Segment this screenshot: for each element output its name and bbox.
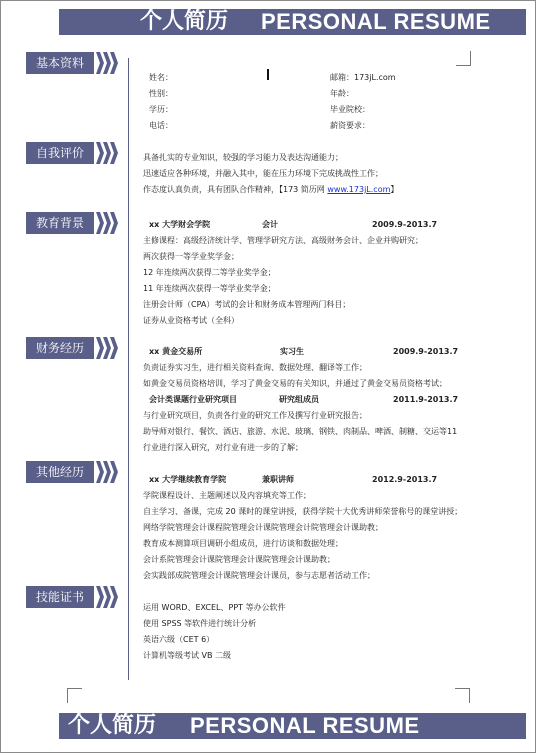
other-period: 2012.9-2013.7 xyxy=(372,475,438,484)
finance-period: 2011.9-2013.7 xyxy=(393,395,459,404)
self-eval-line xyxy=(143,184,398,196)
finance-line: 与行业研究项目，负责各行业的研究工作及撰写行业研究报告； xyxy=(143,411,367,420)
edu-school: xx 大学财会学院 xyxy=(149,220,211,229)
footer-title-en: PERSONAL RESUME xyxy=(190,713,420,738)
section-label: 技能证书 xyxy=(26,586,94,608)
skill-line: 英语六级（CET 6） xyxy=(143,635,215,644)
self-eval-line: 具备扎实的专业知识，较强的学习能力及表达沟通能力； xyxy=(143,153,343,162)
edu-period: 2009.9-2013.7 xyxy=(372,220,438,229)
other-line: 会计系院管理会计课院管理会计课院管理会计课助教； xyxy=(143,555,335,564)
finance-line: 如黄金交易员资格培训，学习了黄金交易的有关知识，并通过了黄金交易员资格考试； xyxy=(143,379,447,388)
chevron-arrows-icon xyxy=(96,337,117,359)
finance-role: 实习生 xyxy=(280,347,304,356)
finance-line: 负责证券实习生，进行相关资料查询、数据处理、翻译等工作； xyxy=(143,363,367,372)
skill-line: 使用 SPSS 等软件进行统计分析 xyxy=(143,619,257,628)
gender-field: 性别： xyxy=(149,89,173,98)
skill-line: 运用 WORD、EXCEL、PPT 等办公软件 xyxy=(143,603,286,612)
header-banner xyxy=(59,9,526,35)
edu-line: 12 年连续两次获得二等学业奖学金； xyxy=(143,268,276,277)
corner-mark xyxy=(456,51,471,66)
section-label: 教育背景 xyxy=(26,212,94,234)
education-field: 学历： xyxy=(149,105,173,114)
finance-line: 行业进行深入研究，对行业有进一步的了解； xyxy=(143,443,303,452)
edu-major: 会计 xyxy=(262,220,278,229)
bracket-text: 】 xyxy=(390,185,399,194)
corner-mark xyxy=(67,688,82,703)
finance-role: 研究组成员 xyxy=(279,395,319,404)
header-title-en: PERSONAL RESUME xyxy=(261,9,491,34)
other-line: 会实践部成院管理会计课院管理会计课员，参与志愿者活动工作； xyxy=(143,571,375,580)
finance-org: xx 黄金交易所 xyxy=(149,347,203,356)
edu-line: 注册会计师（CPA）考试的会计和财务成本管理两门科目； xyxy=(143,300,351,309)
text-cursor xyxy=(267,69,269,80)
other-line: 自主学习、备课，完成 20 课时的课堂讲授，获得学院十大优秀讲师荣誉称号的课堂讲授； xyxy=(143,507,463,516)
edu-line: 主修课程：高级经济统计学、管理学研究方法、高级财务会计、企业并购研究； xyxy=(143,236,423,245)
footer-title-cn: 个人简历 xyxy=(68,713,157,738)
self-eval-text: 作态度认真负责，具有团队合作精神，【173 简历网 xyxy=(143,185,325,194)
edu-line: 11 年连续两次获得一等学业奖学金； xyxy=(143,284,276,293)
skill-line: 计算机等级考试 VB 二级 xyxy=(143,651,232,660)
header-title-cn: 个人简历 xyxy=(140,9,229,34)
section-label: 基本资料 xyxy=(26,52,94,74)
other-role: 兼职讲师 xyxy=(262,475,294,484)
section-label: 财务经历 xyxy=(26,337,94,359)
chevron-arrows-icon xyxy=(96,586,117,608)
chevron-arrows-icon xyxy=(96,52,117,74)
finance-org: 会计类课题行业研究项目 xyxy=(149,395,237,404)
other-line: 学院课程设计、主题阐述以及内容填充等工作； xyxy=(143,491,311,500)
section-label: 其他经历 xyxy=(26,461,94,483)
age-field: 年龄： xyxy=(330,89,354,98)
chevron-arrows-icon xyxy=(96,212,117,234)
phone-field: 电话： xyxy=(149,121,173,130)
finance-line: 助导师对银行、餐饮、酒店、旅游、水泥、玻璃、钢铁、肉制品、啤酒、制糖、交运等11 xyxy=(143,427,458,436)
chevron-arrows-icon xyxy=(96,142,117,164)
corner-mark xyxy=(455,688,470,703)
footer-banner xyxy=(59,713,526,739)
edu-line: 两次获得一等学业奖学金； xyxy=(143,252,239,261)
divider-line xyxy=(128,58,129,680)
other-org: xx 大学继续教育学院 xyxy=(149,475,227,484)
name-field: 姓名： xyxy=(149,73,173,82)
section-label: 自我评价 xyxy=(26,142,94,164)
email-field: 邮箱：173jL.com xyxy=(330,73,396,82)
school-field: 毕业院校： xyxy=(330,105,370,114)
edu-line: 证券从业资格考试（全科） xyxy=(143,316,239,325)
other-line: 网络学院管理会计课程院管理会计课院管理会计院管理会计课助教； xyxy=(143,523,383,532)
salary-field: 薪资要求： xyxy=(330,121,370,130)
self-eval-line: 迅速适应各种环境，并融入其中，能在压力环境下完成挑战性工作； xyxy=(143,169,383,178)
chevron-arrows-icon xyxy=(96,461,117,483)
other-line: 教育成本测算项目调研小组成员，进行访谈和数据处理； xyxy=(143,539,343,548)
finance-period: 2009.9-2013.7 xyxy=(393,347,459,356)
website-link[interactable]: www.173jL.com xyxy=(327,185,391,194)
